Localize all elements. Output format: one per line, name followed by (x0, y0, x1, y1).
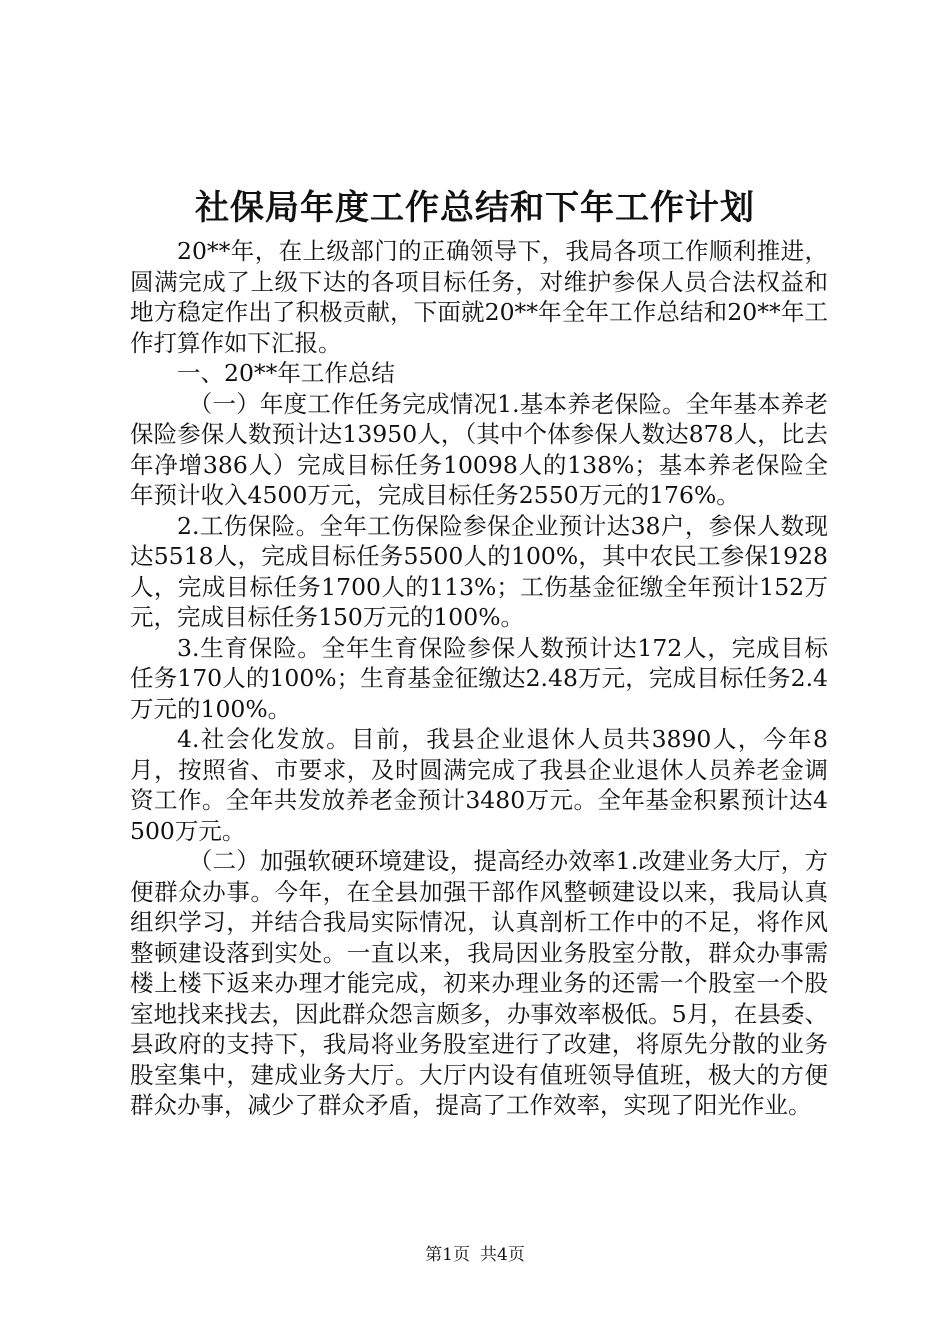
subsection-one-paragraph: （一）年度工作任务完成情况1.基本养老保险。全年基本养老保险参保人数预计达13950人，（其中个体参保人数达878人，比去年净增386人）完成目标任务10098人的138%；基本养老保险全年预计收入4500万元，完成目标任务2550万元的176%。 (130, 389, 828, 509)
maternity-insurance-paragraph: 3.生育保险。全年生育保险参保人数预计达172人，完成目标任务170人的100%；生育基金征缴达2.48万元，完成目标任务2.4万元的100%。 (130, 633, 828, 723)
social-distribution-paragraph: 4.社会化发放。目前，我县企业退休人员共3890人，今年8月，按照省、市要求，及时圆满完成了我县企业退休人员养老金调资工作。全年共发放养老金预计3480万元。全年基金积累预计达4500万元。 (130, 725, 828, 845)
intro-paragraph: 20**年，在上级部门的正确领导下，我局各项工作顺利推进，圆满完成了上级下达的各项目标任务，对维护参保人员合法权益和地方稳定作出了积极贡献，下面就20**年全年工作总结和20**年工作打算作如下汇报。 (130, 237, 828, 357)
document-title: 社保局年度工作总结和下年工作计划 (195, 188, 755, 228)
page-footer (0, 1243, 950, 1267)
subsection-two-paragraph: （二）加强软硬环境建设，提高经办效率1.改建业务大厅，方便群众办事。今年，在全县加强干部作风整顿建设以来，我局认真组织学习，并结合我局实际情况，认真剖析工作中的不足，将作风整顿建设落到实处。一直以来，我局因业务股室分散，群众办事需楼上楼下返来办理才能完成，初来办理业务的还需一个股室一个股室地找来找去，因此群众怨言颇多，办事效率极低。5月，在县委、县政府的支持下，我局将业务股室进行了改建，将原先分散的业务股室集中，建成业务大厅。大厅内设有值班领导值班，极大的方便群众办事，减少了群众矛盾，提高了工作效率，实现了阳光作业。 (130, 847, 828, 1119)
page-number: 第1页 (425, 1245, 470, 1265)
page-total: 共4页 (480, 1245, 525, 1265)
document-body (130, 236, 828, 1121)
section-heading: 一、20**年工作总结 (177, 359, 395, 387)
work-injury-paragraph: 2.工伤保险。全年工伤保险参保企业预计达38户，参保人数现达5518人，完成目标任务5500人的100%，其中农民工参保1928人，完成目标任务1700人的113%；工伤基金征缴全年预计152万元，完成目标任务150万元的100%。 (130, 511, 828, 631)
